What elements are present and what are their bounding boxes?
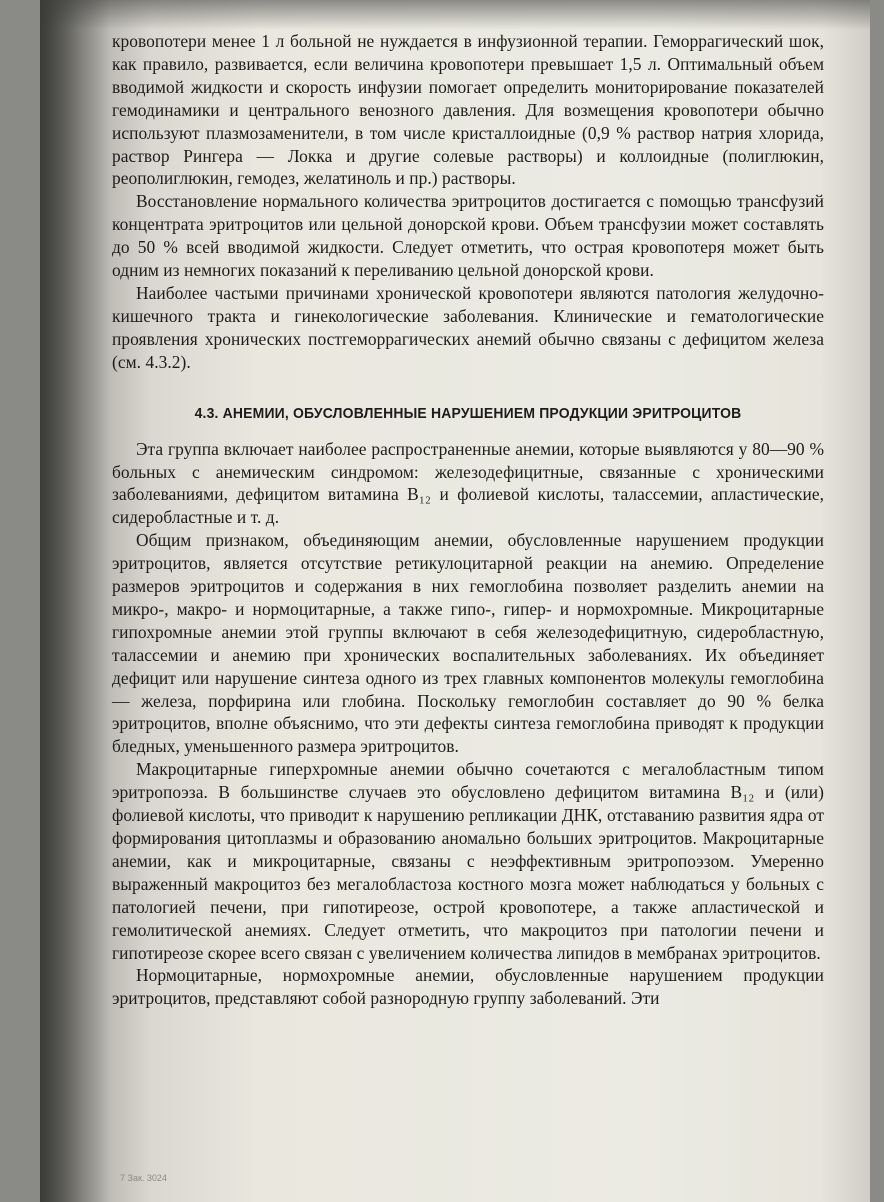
paragraph-chronic-blood-loss: Наиболее частыми причинами хронической кровопотери являются патология желудочно-кишечного тракта и гинекологические заболевания. Клинические и гематологические проявления хронических постгеморрагических анемий обычно связаны с дефицитом железа (см. 4.3.2). — [112, 282, 824, 372]
document-page — [40, 0, 870, 1202]
paragraph-common-feature: Общим признаком, объединяющим анемии, обусловленные нарушением продукции эритроцитов, является отсутствие ретикулоцитарной реакции на анемию. Определение размеров эритроцитов и содержания в них гемоглобина позволяет разделить анемии на микро-, макро- и нормоцитарные, а также гипо-, гипер- и нормохромные. Микроцитарные гипохромные анемии этой группы включают в себя железодефицитную, сидеробластную, талассемии и анемию при хронических воспалительных заболеваниях. Их объединяет дефицит или нарушение синтеза одного из трех главных компонентов молекулы гемоглобина — железа, порфирина или глобина. Поскольку гемоглобин составляет до 90 % белка эритроцитов, вполне объяснимо, что эти дефекты синтеза гемоглобина приводят к продукции бледных, уменьшенного размера эритроцитов. — [112, 530, 824, 757]
paragraph-macrocytic-anemias: Макроцитарные гиперхромные анемии обычно сочетаются с мегалобластным типом эритропоэза. В большинстве случаев это обусловлено дефицитом витамина B₁₂ и (или) фолиевой кислоты, что приводит к нарушению репликации ДНК, отставанию развития ядра от формирования цитоплазмы и образованию аномально больших эритроцитов. Макроцитарные анемии, как и микроцитарные, связаны с неэффективным эритропоэзом. Умеренно выраженный макроцитоз без мегалобластоза костного мозга может наблюдаться у больных с патологией печени, при гипотиреозе, острой кровопотере, а также апластической и гемолитической анемиях. Следует отметить, что макроцитоз при патологии печени и гипотиреозе скорее всего связан с увеличением количества липидов в мембранах эритроцитов. — [112, 759, 824, 963]
paragraph-blood-loss-therapy: кровопотери менее 1 л больной не нуждается в инфузионной терапии. Геморрагический шок, как правило, развивается, если величина кровопотери превышает 1,5 л. Оптимальный объем вводимой жидкости и скорость инфузии помогает определить мониторирование показателей гемодинамики и центрального венозного давления. Для возмещения кровопотери обычно используют плазмозаменители, в том числе кристаллоидные (0,9 % раствор натрия хлорида, раствор Рингера — Локка и другие солевые растворы) и коллоидные (полиглюкин, реополиглюкин, гемодез, желатиноль и пр.) растворы. — [112, 31, 824, 189]
paragraph-normocytic-anemias: Нормоцитарные, нормохромные анемии, обусловленные нарушением продукции эритроцитов, представляют собой разнородную группу заболеваний. Эти — [112, 965, 824, 1009]
paragraph-erythrocyte-restoration: Восстановление нормального количества эритроцитов достигается с помощью трансфузий концентрата эритроцитов или цельной донорской крови. Объем трансфузии может составлять до 50 % всей вводимой жидкости. Следует отметить, что острая кровопотеря может быть одним из немногих показаний к переливанию цельной донорской крови. — [112, 191, 824, 281]
page-footer-mark: 7 Зак. 3024 — [120, 1173, 167, 1183]
page-content — [112, 30, 824, 1010]
page-top-shadow — [40, 0, 870, 30]
section-heading: 4.3. АНЕМИИ, ОБУСЛОВЛЕННЫЕ НАРУШЕНИЕМ ПРОДУКЦИИ ЭРИТРОЦИТОВ — [194, 404, 742, 422]
paragraph-group-overview: Эта группа включает наиболее распространенные анемии, которые выявляются у 80—90 % больных с анемическим синдромом: железодефицитные, связанные с хроническими заболеваниями, дефицитом витамина B₁₂ и фолиевой кислоты, талассемии, апластические, сидеробластные и т. д. — [112, 438, 824, 528]
